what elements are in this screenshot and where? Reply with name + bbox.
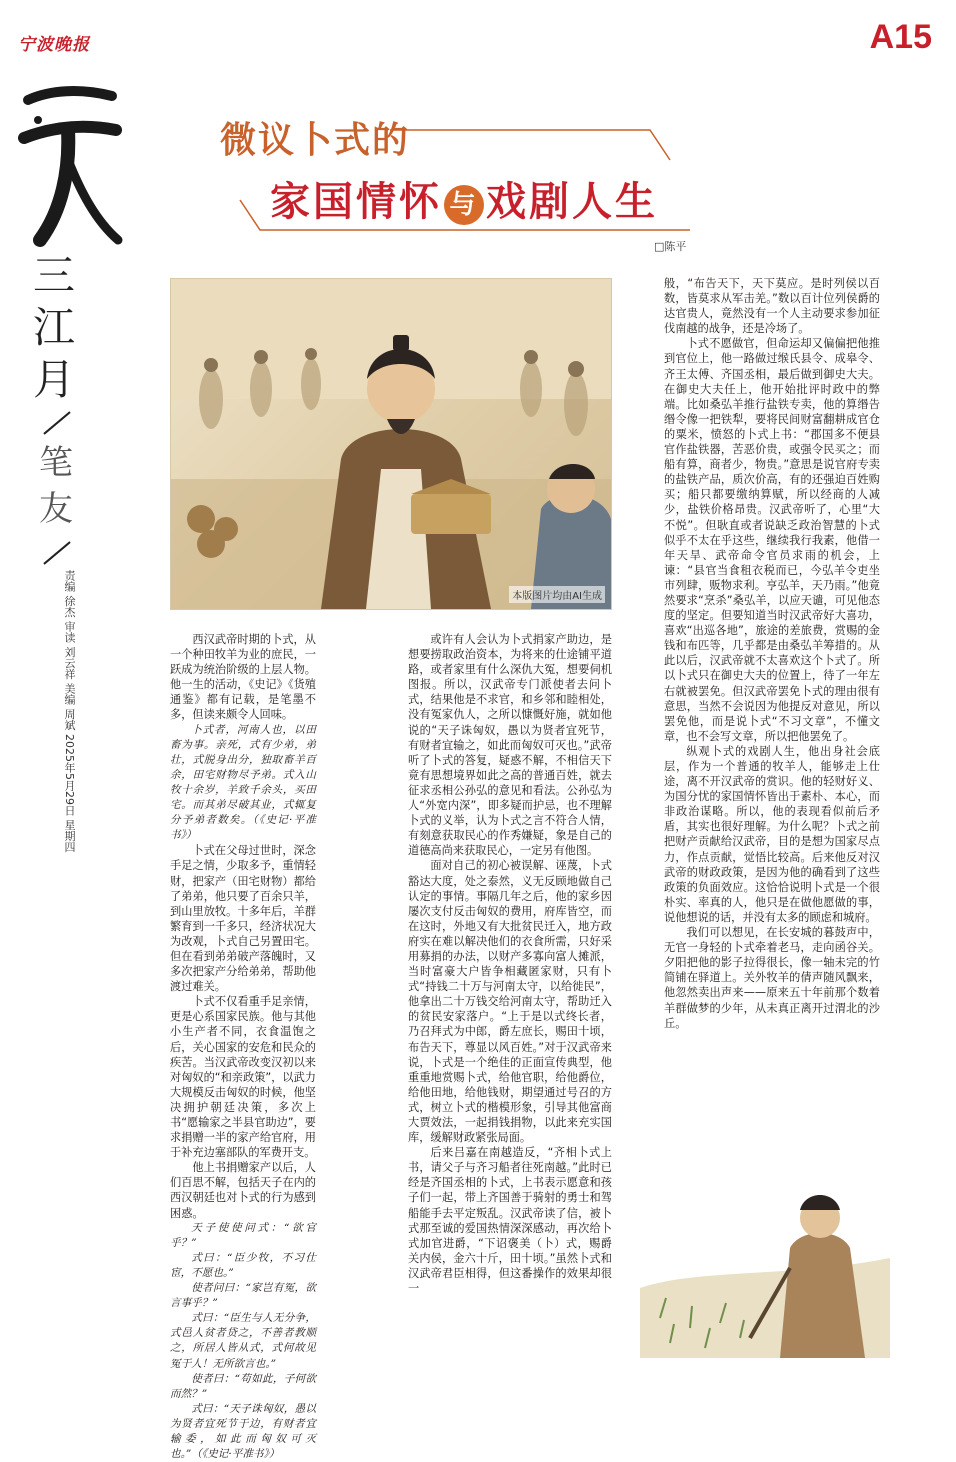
quote-paragraph: 卜式者，河南人也，以田畜为事。亲死，式有少弟，弟壮，式脱身出分，独取畜羊百余，田宅财物尽予弟。式入山牧十余岁，羊致千余头，买田宅。而其弟尽破其业，式辄复分予弟者数矣。（《史记·平准书》） [170, 723, 316, 842]
paragraph: 面对自己的初心被误解、诬蔑，卜式豁达大度，处之泰然，义无反顾地做自己认定的事情。事隔几年之后，他的家乡因屡次支付反击匈奴的费用，府库皆空，而在这时，外地又有大批贫民迁入，地方政府实在难以解决他们的衣食所需，只好采用募捐的办法，以财产多寡向富人摊派，当时富豪大户皆争相藏匿家财，只有卜式“持钱二十万与河南太守，以给徙民”，他拿出二十万钱交给河南太守，帮助迁入的贫民安家落户。“上于是以式终长者，乃召拜式为中郎，爵左庶长，赐田十顷，布告天下，尊显以风百姓。”对于汉武帝来说，卜式是一个绝佳的正面宣传典型，他重重地赏赐卜式，给他官职，给他爵位，给他田地，给他钱财，期望通过号召的方式，树立卜式的楷模形象，引导其他富商大贾效法，一起捐钱捐物，以此来充实国库，缓解财政紧张局面。 [408, 859, 612, 1145]
article-column-2 [408, 632, 612, 1296]
paragraph: 他上书捐赠家产以后，人们百思不解，包括天子在内的西汉朝廷也对卜式的行为感到困惑。 [170, 1161, 316, 1220]
paragraph: 纵观卜式的戏剧人生，他出身社会底层，作为一个普通的牧羊人，能够走上仕途，离不开汉武帝的赏识。他的轻财好义、为国分忧的家国情怀皆出于素朴、本心，而非政治谋略。所以，他的表现看似前后矛盾，其实也很好理解。为什么呢？卜式之前把财产贡献给汉武帝，目的是想为国家尽点力，作点贡献，觉悟比较高。后来他反对汉武帝的财政政策，是因为他的确看到了这些政策的负面效应。这恰恰说明卜式是一个很朴实、率真的人，他只是在做他愿做的事，说他想说的话，并没有太多的顾虑和城府。 [664, 744, 880, 924]
page-number: A15 [869, 18, 932, 56]
column-subname [34, 440, 78, 532]
column-subname-char: 笔 [39, 443, 73, 483]
paragraph: 卜式在父母过世时，深念手足之情，少取多予，重情轻财，把家产（田宅财物）都给了弟弟，他只要了百余只羊，到山里放牧。十多年后，羊群繁育到一千多只，经济状况大为改观，卜式自己另置田宅。但在看到弟弟破产落魄时，又多次把家产分给弟弟，帮助他渡过难关。 [170, 844, 316, 994]
main-illustration [170, 278, 612, 610]
market-scene-image [171, 279, 611, 609]
column-name [30, 250, 78, 406]
paragraph: 西汉武帝时期的卜式，从一个种田牧羊为业的庶民，一跃成为统治阶级的上层人物。他一生的活动，《史记》《货殖通鉴》都有记载，是笔墨不多，但读来颇令人回味。 [170, 633, 316, 722]
article-column-3 [664, 276, 880, 1031]
quote-paragraph: 式曰：“天子诛匈奴，愚以为贤者宜死节于边，有财者宜输委，如此而匈奴可灭也。”（《史记·平准书》） [170, 1402, 316, 1461]
byline: □陈平 [654, 240, 687, 253]
divider-slash [43, 541, 70, 564]
headline-line-2 [270, 170, 658, 227]
article-column-1 [170, 632, 316, 1462]
quote-paragraph: 式曰：“臣生与人无分争，式邑人贫者贷之，不善者教顺之，所居人皆从式，式何故见冤于人！无所欲言也。” [170, 1312, 316, 1370]
brush-logo [10, 60, 130, 260]
quote-paragraph: 使者问曰：“家岂有冤，欲言事乎？” [170, 1282, 316, 1310]
paragraph: 般，“布告天下，天下莫应。是时列侯以百数，皆莫求从军击羌。”数以百计位列侯爵的达官贵人，竟然没有一个人主动要求参加征伐南越的战争，还是冷场了。 [664, 277, 880, 336]
column-name-char: 月 [32, 355, 75, 404]
column-subname-char: 友 [39, 489, 73, 529]
headline-part: 戏剧人生 [486, 178, 658, 225]
paragraph: 后来吕嘉在南越造反，“齐相卜式上书，请父子与齐习船者往死南越。”此时已经是齐国丞相的卜式，上书表示愿意和孩子们一起，带上齐国善于骑射的勇士和驾船能手去平定叛乱。汉武帝读了信，被卜式那至诚的爱国热情深深感动，再次给卜式加官进爵，“下诏褒美（卜）式，赐爵关内侯，金六十斤，田十顷。”虽然卜式和汉武帝君臣相得，但这番操作的效果却很一 [408, 1146, 612, 1296]
headline-connector: 与 [444, 185, 484, 225]
paragraph: 或许有人会认为卜式捐家产助边，是想要捞取政治资本，为将来的仕途铺平道路，或者家里有什么深仇大冤，想要伺机图报。所以，汉武帝专门派使者去问卜式，结果他是不求官，和乡邻和睦相处，没有冤家仇人，之所以慷慨好施，就如他说的“天子诛匈奴，愚以为贤者宜死节，有财者宜输之，如此而匈奴可灭也。”武帝听了卜式的答复，疑惑不解，不相信天下竟有思想境界如此之高的普通百姓，就去征求丞相公孙弘的意见和看法。公孙弘为人“外宽内深”，即多疑而护忌，也不理解卜式的义举，认为卜式之言不符合人情，有刻意获取民心的作秀嫌疑，象是自己的道德高尚来获取民心，一定另有他图。 [408, 633, 612, 858]
column-name-char: 江 [32, 303, 75, 352]
paragraph: 卜式不仅看重手足亲情，更是心系国家民族。他与其他小生产者不同，衣食温饱之后，关心国家的安危和民众的疾苦。当汉武帝改变汉初以来对匈奴的“和亲政策”，以武力大规模反击匈奴的时候，他坚决拥护朝廷决策，多次上书“愿输家之半县官助边”，要求捐赠一半的家产给官府，用于补充边塞部队的军费开支。 [170, 995, 316, 1160]
quote-paragraph: 式曰：“臣少牧，不习仕宦，不愿也。” [170, 1251, 316, 1279]
paragraph: 卜式不愿做官，但命运却又偏偏把他推到官位上，他一路做过缑氏县令、成皋令、齐王太傅、齐国丞相，最后做到御史大夫。在御史大夫任上，他开始批评时政中的弊端。比如桑弘羊推行盐铁专卖，他的算缗告缗令像一把铁犁，要将民间财富翻耕成官仓的粟米，愤怒的卜式上书：“郡国多不便县官作盐铁器，苦恶价贵，或强令民买之；而船有算，商者少，物贵。”意思是说官府专卖的盐铁产品，质次价高，有的还强迫百姓购买；船只都要缴纳算赋，所以经商的人减少，盐铁价格昂贵。汉武帝听了，心里“大不悦”。但耿直或者说缺乏政治智慧的卜式似乎不太在乎这些，继续我行我素，他借一年天旱、武帝命令官员求雨的机会，上谏：“县官当食租衣税而已，今弘羊令吏坐市列肆，贩物求利。亨弘羊，天乃雨。”他竟然要求“烹杀”桑弘羊，以应天谴，可见他态度的坚定。但要知道当时汉武帝好大喜功，喜欢“出巡各地”，旅途的差旅费，赏赐的金钱和布匹等，几乎都是由桑弘羊筹措的。从此以后，汉武帝就不太喜欢这个卜式了。所以卜式只在御史大夫的位置上，待了一年左右就被罢免。但汉武帝罢免卜式的理由很有意思，当然不会说因为他提反对意见，所以罢免他，而是说卜式“不习文章”，不懂文章，也不会写文章，所以把他罢免了。 [664, 337, 880, 743]
field-scene-image [640, 1138, 890, 1358]
image-caption: 本版图片均由AI生成 [509, 586, 605, 603]
quote-paragraph: 使者曰：“苟如此，子何欲而然？” [170, 1372, 316, 1400]
headline-line-1: 微议卜式的 [220, 119, 411, 161]
headline-part: 家国情怀 [270, 178, 442, 225]
paragraph: 我们可以想见，在长安城的暮鼓声中，无官一身轻的卜式牵着老马，走向函谷关。夕阳把他的影子拉得很长，像一轴未完的竹简铺在驿道上。关外牧羊的倩声随风飘来，他忽然卖出声来——原来五十年前那个数着羊群做梦的少年，从未真正离开过渭北的沙丘。 [664, 926, 880, 1030]
masthead: 宁波晚报 [18, 35, 90, 55]
column-name-char: 三 [32, 251, 75, 300]
quote-paragraph: 天子使使问式：“欲官乎？” [170, 1221, 316, 1249]
bottom-illustration [640, 1138, 890, 1358]
divider-slash [43, 411, 70, 434]
editor-meta: 责编 徐杰 审读 刘云祥 美编 周斌 2025年5月29日 星期四 [63, 570, 76, 853]
